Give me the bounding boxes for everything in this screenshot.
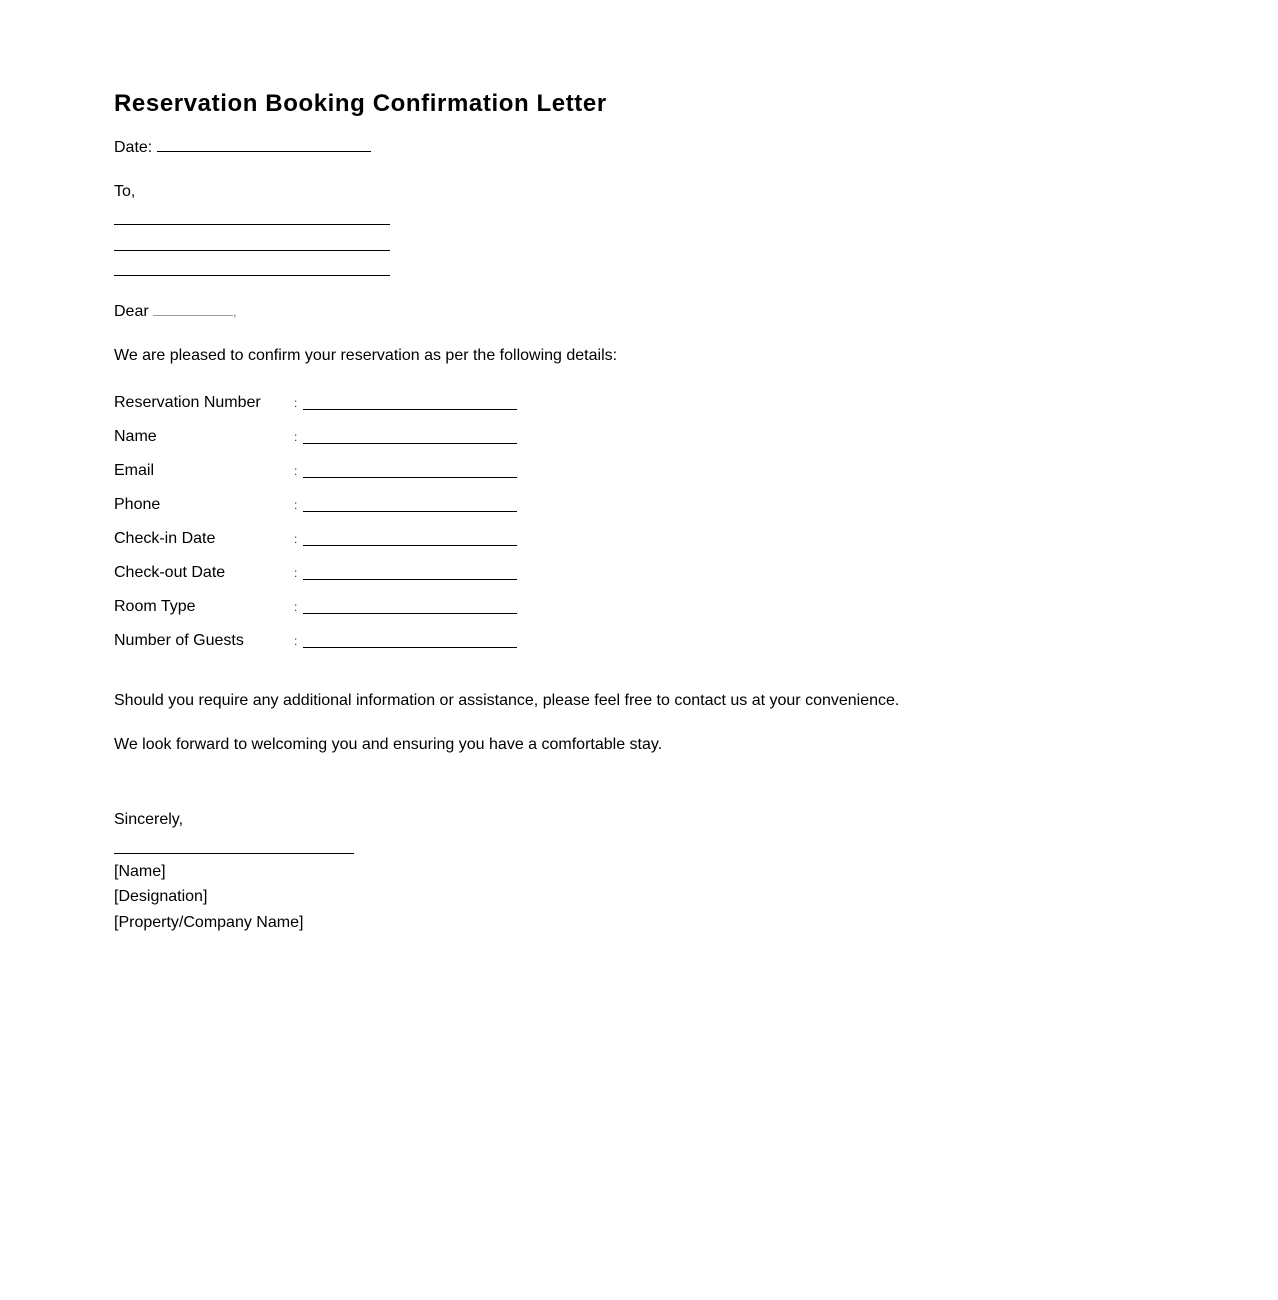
detail-separator: : [294,430,298,444]
detail-separator: : [294,566,298,580]
number-of-guests-field[interactable] [303,647,517,648]
signoff: Sincerely, [114,811,184,828]
address-line-1[interactable] [114,224,390,225]
salutation-line [114,302,236,322]
detail-label: Phone [114,496,161,513]
detail-label: Check-in Date [114,530,216,547]
date-label: Date: [114,139,153,156]
detail-row-check-in-date [114,529,534,549]
signature-line[interactable] [114,853,354,854]
intro-paragraph: We are pleased to confirm your reservation as per the following details: [114,347,618,364]
signature-designation: [Designation] [114,888,208,905]
name-field[interactable] [303,443,517,444]
detail-row-number-of-guests [114,631,534,651]
welcome-paragraph: We look forward to welcoming you and ensuring you have a comfortable stay. [114,736,663,753]
detail-separator: : [294,464,298,478]
detail-separator: : [294,396,298,410]
signature-company: [Property/Company Name] [114,914,304,931]
detail-separator: : [294,600,298,614]
check-out-date-field[interactable] [303,579,517,580]
detail-row-room-type [114,597,534,617]
detail-label: Email [114,462,155,479]
detail-label: Name [114,428,157,445]
detail-row-name [114,427,534,447]
phone-field[interactable] [303,511,517,512]
detail-row-email [114,461,534,481]
to-label: To, [114,183,136,200]
detail-separator: : [294,532,298,546]
document-title: Reservation Booking Confirmation Letter [114,90,607,117]
room-type-field[interactable] [303,613,517,614]
salutation-comma: , [233,305,237,319]
detail-separator: : [294,634,298,648]
detail-label: Number of Guests [114,632,244,649]
email-field[interactable] [303,477,517,478]
detail-row-reservation-number [114,393,534,413]
detail-label: Room Type [114,598,196,615]
address-line-2[interactable] [114,250,390,251]
check-in-date-field[interactable] [303,545,517,546]
date-field[interactable] [157,139,371,152]
detail-label: Reservation Number [114,394,261,411]
detail-separator: : [294,498,298,512]
detail-row-phone [114,495,534,515]
salutation-prefix: Dear [114,303,149,320]
salutation-name-field[interactable] [153,303,233,316]
detail-label: Check-out Date [114,564,226,581]
assistance-paragraph: Should you require any additional information or assistance, please feel free to contact us at your convenience. [114,692,900,709]
date-line [114,138,371,158]
detail-row-check-out-date [114,563,534,583]
signature-name: [Name] [114,863,166,880]
address-line-3[interactable] [114,275,390,276]
reservation-number-field[interactable] [303,409,517,410]
